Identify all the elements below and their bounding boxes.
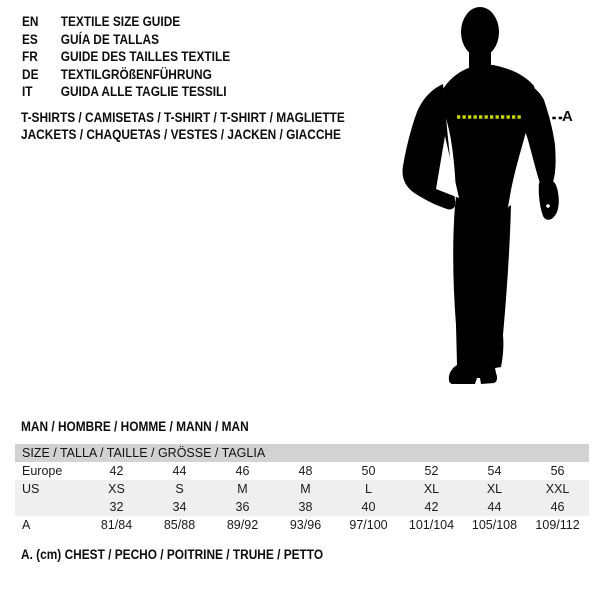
category-line-jackets: JACKETS / CHAQUETAS / VESTES / JACKEN / GIACCHE xyxy=(21,127,341,142)
size-cell: 89/92 xyxy=(226,518,259,532)
language-list xyxy=(22,13,230,101)
language-row xyxy=(22,48,230,66)
language-code: IT xyxy=(22,84,33,100)
man-silhouette xyxy=(395,0,600,400)
language-label: GUIDE DES TAILLES TEXTILE xyxy=(60,49,231,65)
size-cell: 54 xyxy=(487,464,502,478)
silhouette-legs xyxy=(449,205,511,384)
language-label: TEXTILGRÖßENFÜHRUNG xyxy=(60,66,212,82)
size-cell: M xyxy=(211,480,274,498)
size-cell: 52 xyxy=(424,464,439,478)
size-cell: 46 xyxy=(526,498,589,516)
size-cell: 40 xyxy=(337,498,400,516)
size-cell: 105/108 xyxy=(471,518,518,532)
size-cell: S xyxy=(148,480,211,498)
table-row-europe xyxy=(15,462,589,480)
language-label: GUÍA DE TALLAS xyxy=(60,31,160,47)
category-line-tshirts: T-SHIRTS / CAMISETAS / T-SHIRT / T-SHIRT / MAGLIETTE xyxy=(21,110,345,125)
size-cell: 44 xyxy=(463,498,526,516)
hand-gap xyxy=(546,204,550,208)
size-cell: 50 xyxy=(361,464,376,478)
section-title: MAN / HOMBRE / HOMME / MANN / MAN xyxy=(21,419,249,434)
size-cell: 97/100 xyxy=(349,518,388,532)
language-row xyxy=(22,66,230,84)
table-header: SIZE / TALLA / TAILLE / GRÖSSE / TAGLIA xyxy=(15,444,589,462)
size-cell: XS xyxy=(85,480,148,498)
size-cell: L xyxy=(337,480,400,498)
language-code: DE xyxy=(22,66,39,82)
size-cell: 46 xyxy=(235,464,250,478)
language-code: FR xyxy=(22,49,38,65)
table-row-us-numbers xyxy=(15,498,589,516)
size-cell: 44 xyxy=(172,464,187,478)
table-row-us-letters xyxy=(15,480,589,498)
language-label: TEXTILE SIZE GUIDE xyxy=(60,14,181,29)
silhouette-right-hand xyxy=(539,180,559,220)
row-label: US xyxy=(15,480,85,498)
measure-label-a: A xyxy=(562,108,573,125)
size-cell: 101/104 xyxy=(408,518,455,532)
size-cell: 32 xyxy=(85,498,148,516)
table-row-a-chest xyxy=(15,516,589,534)
size-cell: 56 xyxy=(550,464,565,478)
row-label xyxy=(15,498,85,516)
size-cell: 38 xyxy=(274,498,337,516)
size-table xyxy=(15,444,589,534)
size-cell: 109/112 xyxy=(535,518,580,532)
size-cell: 42 xyxy=(109,464,124,478)
language-code: ES xyxy=(22,31,38,47)
size-cell: 85/88 xyxy=(163,518,196,532)
size-cell: XXL xyxy=(526,480,589,498)
size-cell: M xyxy=(274,480,337,498)
size-cell: 42 xyxy=(400,498,463,516)
size-cell: 93/96 xyxy=(289,518,322,532)
language-row xyxy=(22,13,230,31)
size-cell: XL xyxy=(400,480,463,498)
size-cell: 48 xyxy=(298,464,313,478)
category-lines xyxy=(21,109,345,143)
row-label: A xyxy=(22,518,31,532)
language-row xyxy=(22,83,230,101)
table-header-row xyxy=(15,444,589,462)
size-cell: 81/84 xyxy=(100,518,133,532)
language-code: EN xyxy=(22,14,39,29)
language-label: GUIDA ALLE TAGLIE TESSILI xyxy=(60,84,227,100)
language-row xyxy=(22,31,230,49)
size-cell: XL xyxy=(463,480,526,498)
footnote: A. (cm) CHEST / PECHO / POITRINE / TRUHE / PETTO xyxy=(21,547,324,562)
size-cell: 36 xyxy=(211,498,274,516)
row-label: Europe xyxy=(22,464,63,478)
size-cell: 34 xyxy=(148,498,211,516)
